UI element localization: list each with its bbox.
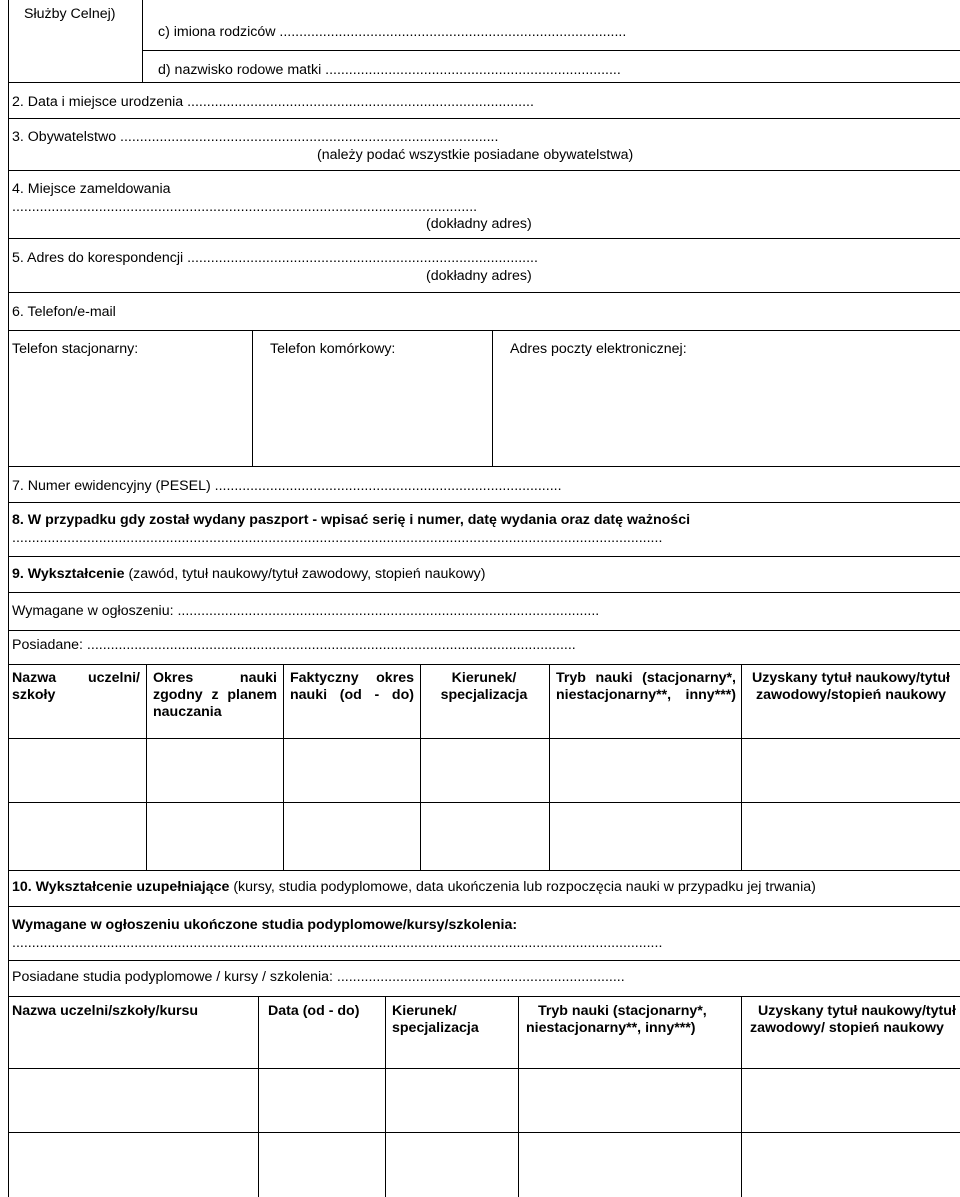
correspondence-address-hint: (dokładny adres) bbox=[426, 268, 532, 284]
supplementary-required-label: Wymagane w ogłoszeniu ukończone studia podyplomowe/kursy/szkolenia: bbox=[12, 917, 518, 933]
mother-maiden-name-field[interactable]: d) nazwisko rodowe matki ........................................................................... bbox=[158, 62, 621, 78]
citizenship-row[interactable] bbox=[12, 129, 498, 145]
course-header-major: Kierunek/ specjalizacja bbox=[392, 1003, 479, 1036]
birth-date-place-label: 2. Data i miejsce urodzenia bbox=[12, 94, 184, 110]
course-header-dates: Data (od - do) bbox=[268, 1003, 360, 1019]
passport-label: 8. W przypadku gdy został wydany paszport - wpisać serię i numer, datę wydania oraz datę ważności bbox=[12, 512, 691, 528]
birth-date-place-row[interactable] bbox=[12, 94, 534, 110]
passport-field[interactable]: ..................................................................................................................................................................... bbox=[12, 530, 663, 546]
landline-phone-field[interactable] bbox=[10, 360, 250, 464]
supplementary-possessed-field[interactable]: Posiadane studia podyplomowe / kursy / szkolenia: ......................................................................... bbox=[12, 969, 625, 985]
top-left-cell-text: Służby Celnej) bbox=[24, 6, 116, 22]
parents-names-field[interactable]: c) imiona rodziców ........................................................................................ bbox=[158, 24, 627, 40]
course-row-2[interactable] bbox=[10, 1134, 958, 1196]
mobile-phone-label: Telefon komórkowy: bbox=[270, 341, 396, 357]
citizenship-dots: ................................................................................................ bbox=[116, 129, 499, 145]
education-required-field[interactable]: Wymagane w ogłoszeniu: ........................................................................................................... bbox=[12, 603, 600, 619]
birth-date-place-dots: ........................................................................................ bbox=[183, 94, 534, 110]
supplementary-education-label-main: 10. Wykształcenie uzupełniające bbox=[12, 879, 230, 895]
mobile-phone-field[interactable] bbox=[254, 360, 490, 464]
supplementary-education-label bbox=[12, 879, 816, 895]
phone-email-label-rest: /e-mail bbox=[73, 304, 116, 320]
education-label-rest: (zawód, tytuł naukowy/tytuł zawodowy, stopień naukowy) bbox=[124, 566, 486, 582]
edu-header-degree: Uzyskany tytuł naukowy/tytuł zawodowy/stopień naukowy bbox=[752, 670, 950, 703]
course-header-study-mode: Tryb nauki (stacjonarny*, niestacjonarny**, inny***) bbox=[526, 1003, 707, 1036]
education-row-2[interactable] bbox=[10, 804, 958, 868]
registered-address-label: 4. Miejsce zameldowania bbox=[12, 181, 171, 197]
landline-phone-label: Telefon stacjonarny: bbox=[12, 341, 139, 357]
citizenship-label: 3. Obywatelstwo bbox=[12, 129, 117, 145]
pesel-row[interactable] bbox=[12, 478, 562, 494]
email-address-label: Adres poczty elektronicznej: bbox=[510, 341, 687, 357]
pesel-dots: ........................................................................................ bbox=[210, 478, 562, 494]
correspondence-address-row[interactable] bbox=[12, 250, 538, 266]
education-label-main: 9. Wykształcenie bbox=[12, 566, 125, 582]
edu-header-study-mode: Tryb nauki (stacjonarny*, niestacjonarny**, inny***) bbox=[556, 670, 736, 703]
edu-header-school: Nazwa uczelni/ szkoły bbox=[12, 670, 140, 703]
education-possessed-field[interactable]: Posiadane: ............................................................................................................................ bbox=[12, 637, 576, 653]
citizenship-hint: (należy podać wszystkie posiadane obywatelstwa) bbox=[317, 147, 634, 163]
supplementary-required-field[interactable]: ..................................................................................................................................................................... bbox=[12, 935, 663, 951]
phone-email-label bbox=[12, 304, 116, 320]
correspondence-address-dots: ......................................................................................... bbox=[183, 250, 538, 266]
registered-address-hint: (dokładny adres) bbox=[426, 216, 532, 232]
correspondence-address-label: 5. Adres do korespondencji bbox=[12, 250, 184, 266]
supplementary-education-label-rest: (kursy, studia podyplomowe, data ukończenia lub rozpoczęcia nauki w przypadku jej trwania) bbox=[229, 879, 816, 895]
education-label bbox=[12, 566, 485, 582]
pesel-label: 7. Numer ewidencyjny (PESEL) bbox=[12, 478, 211, 494]
email-address-field[interactable] bbox=[494, 360, 958, 464]
edu-header-major: Kierunek/ specjalizacja bbox=[440, 670, 528, 703]
education-row-1[interactable] bbox=[10, 740, 958, 800]
edu-header-planned-period: Okres nauki zgodny z planem nauczania bbox=[153, 670, 277, 720]
course-header-degree: Uzyskany tytuł naukowy/tytuł zawodowy/ stopień naukowy bbox=[750, 1003, 956, 1036]
course-row-1[interactable] bbox=[10, 1070, 958, 1130]
phone-email-label-main: 6. Telefon bbox=[12, 304, 74, 320]
registered-address-field[interactable]: ...................................................................................................................... bbox=[12, 199, 478, 215]
course-header-school: Nazwa uczelni/szkoły/kursu bbox=[12, 1003, 199, 1019]
edu-header-actual-period: Faktyczny okres nauki (od - do) bbox=[290, 670, 414, 703]
